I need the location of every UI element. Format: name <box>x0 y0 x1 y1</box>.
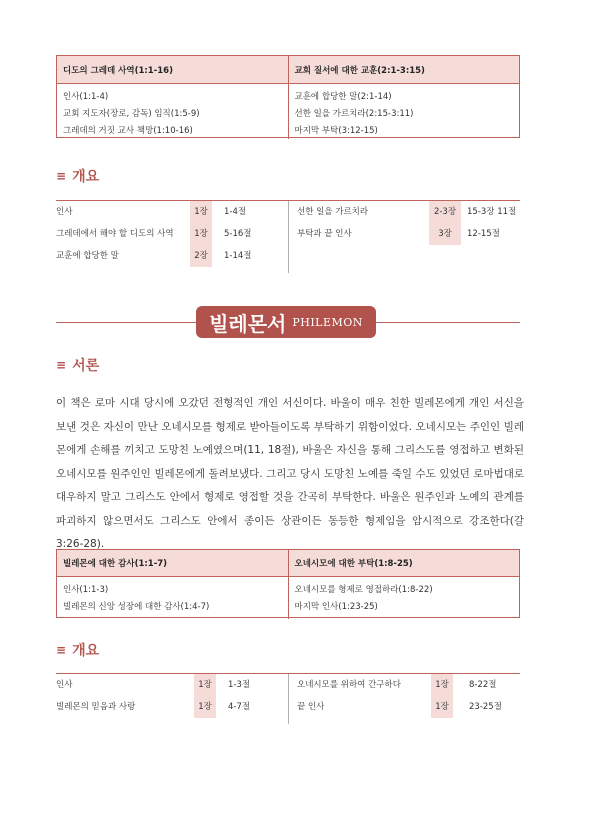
outline-item: 인사(1:1-4) <box>63 92 109 102</box>
overview-label: 선한 일을 가르치라 <box>297 207 369 217</box>
section-title: 개요 <box>72 643 100 659</box>
overview-chapter: 1장 <box>194 696 216 718</box>
overview-verses: 1-3절 <box>228 680 251 690</box>
outline-item: 선한 일을 가르치라(2:15-3:11) <box>294 109 414 119</box>
titus-outline-left-header: 디도의 그레데 사역(1:1-16) <box>63 65 173 76</box>
outline-item: 그레데의 거짓 교사 책망(1:10-16) <box>63 126 193 136</box>
philemon-outline-header <box>57 550 519 577</box>
titus-outline-right-header: 교회 질서에 대한 교훈(2:1-3:15) <box>288 56 520 83</box>
overview-chapter: 1장 <box>431 674 453 696</box>
overview-chapter: 2장 <box>190 245 212 267</box>
book-title-english: PHILEMON <box>292 315 363 329</box>
overview-row <box>56 201 288 223</box>
overview-row <box>289 674 521 696</box>
overview-chapter: 1장 <box>190 223 212 245</box>
overview-label: 부탁과 끝 인사 <box>297 229 352 239</box>
outline-item: 마지막 부탁(3:12-15) <box>294 126 378 136</box>
overview-verses: 4-7절 <box>228 702 251 712</box>
overview-row <box>289 696 521 718</box>
titus-outline-right-list <box>288 84 520 139</box>
titus-outline-header <box>57 56 519 84</box>
overview-verses: 23-25절 <box>469 702 502 712</box>
outline-item: 오네시모를 형제로 영접하라(1:8-22) <box>294 585 433 595</box>
book-title-korean: 빌레몬서 <box>209 311 287 336</box>
overview-row <box>56 223 288 245</box>
section-title: 서론 <box>72 358 100 374</box>
overview-row <box>56 696 288 718</box>
philemon-overview-heading <box>56 640 99 660</box>
section-mark-icon: ≡ <box>56 643 67 657</box>
overview-label: 오네시모를 위하여 간구하다 <box>297 680 401 690</box>
overview-label: 교훈에 합당한 말 <box>56 251 119 261</box>
overview-verses: 15-3장 11절 <box>467 207 517 217</box>
overview-label: 인사 <box>56 680 73 690</box>
titus-outline-table <box>56 55 520 138</box>
philemon-outline-left-header: 빌레몬에 대한 감사(1:1-7) <box>63 559 168 569</box>
outline-item: 교훈에 합당한 말(2:1-14) <box>294 92 392 102</box>
philemon-intro-paragraph: 이 책은 로마 시대 당시에 오갔던 전형적인 개인 서신이다. 바울이 매우 친한 빌레몬에게 개인 서신을 보낸 것은 자신이 만난 오네시모를 형제로 받아들이도록 부탁하기 위함이었다. 오네시모는 주인인 빌레몬에게 손해를 끼치고 도망친 노예였으며(11, 18절), 바울은 자신을 통해 그리스도를 영접하고 변화된 오네시모를 원주인인 빌레몬에게 돌려보냈다. 그리고 당시 도망친 노예를 죽일 수도 있었던 로마법대로 대우하지 말고 그리스도 안에서 형제로 영접할 것을 간곡히 부탁한다. 바울은 원주인과 노예의 관계를 파괴하지 않으면서도 그리스도 안에서 종이든 상관이든 동등한 형제임을 암시적으로 강조한다(갈 3:26-28). <box>56 397 524 550</box>
outline-item: 마지막 인사(1:23-25) <box>294 602 378 612</box>
overview-row <box>289 201 521 223</box>
overview-label: 끝 인사 <box>297 702 325 712</box>
overview-row <box>56 245 288 267</box>
philemon-outline-left-list <box>57 577 288 619</box>
overview-chapter: 3장 <box>429 223 461 245</box>
overview-label: 그레데에서 해야 할 디도의 사역 <box>56 229 174 239</box>
outline-item: 교회 지도자(장로, 감독) 임직(1:5-9) <box>63 109 200 119</box>
philemon-intro-heading <box>56 355 99 375</box>
overview-chapter: 1장 <box>194 674 216 696</box>
overview-label: 빌레몬의 믿음과 사랑 <box>56 702 136 712</box>
philemon-outline-table <box>56 549 520 618</box>
titus-overview-table <box>56 201 520 273</box>
philemon-outline-right-list <box>288 577 520 619</box>
overview-label: 인사 <box>56 207 73 217</box>
outline-item: 인사(1:1-3) <box>63 585 109 595</box>
overview-chapter: 1장 <box>190 201 212 223</box>
overview-verses: 5-16절 <box>224 229 252 239</box>
overview-verses: 1-14절 <box>224 251 252 261</box>
overview-verses: 1-4절 <box>224 207 247 217</box>
titus-outline-left-list <box>57 84 288 139</box>
philemon-overview-table <box>56 674 520 724</box>
section-mark-icon: ≡ <box>56 358 67 372</box>
overview-row <box>56 674 288 696</box>
philemon-outline-right-header: 오네시모에 대한 부탁(1:8-25) <box>288 550 520 576</box>
overview-verses: 8-22절 <box>469 680 497 690</box>
overview-chapter: 2-3장 <box>429 201 461 223</box>
section-mark-icon: ≡ <box>56 169 67 183</box>
book-title-banner <box>196 306 376 338</box>
titus-overview-heading <box>56 166 99 186</box>
section-title: 개요 <box>72 169 100 185</box>
outline-item: 빌레몬의 신앙 성장에 대한 감사(1:4-7) <box>63 602 210 612</box>
overview-row <box>289 223 521 245</box>
overview-chapter: 1장 <box>431 696 453 718</box>
overview-verses: 12-15절 <box>467 229 500 239</box>
